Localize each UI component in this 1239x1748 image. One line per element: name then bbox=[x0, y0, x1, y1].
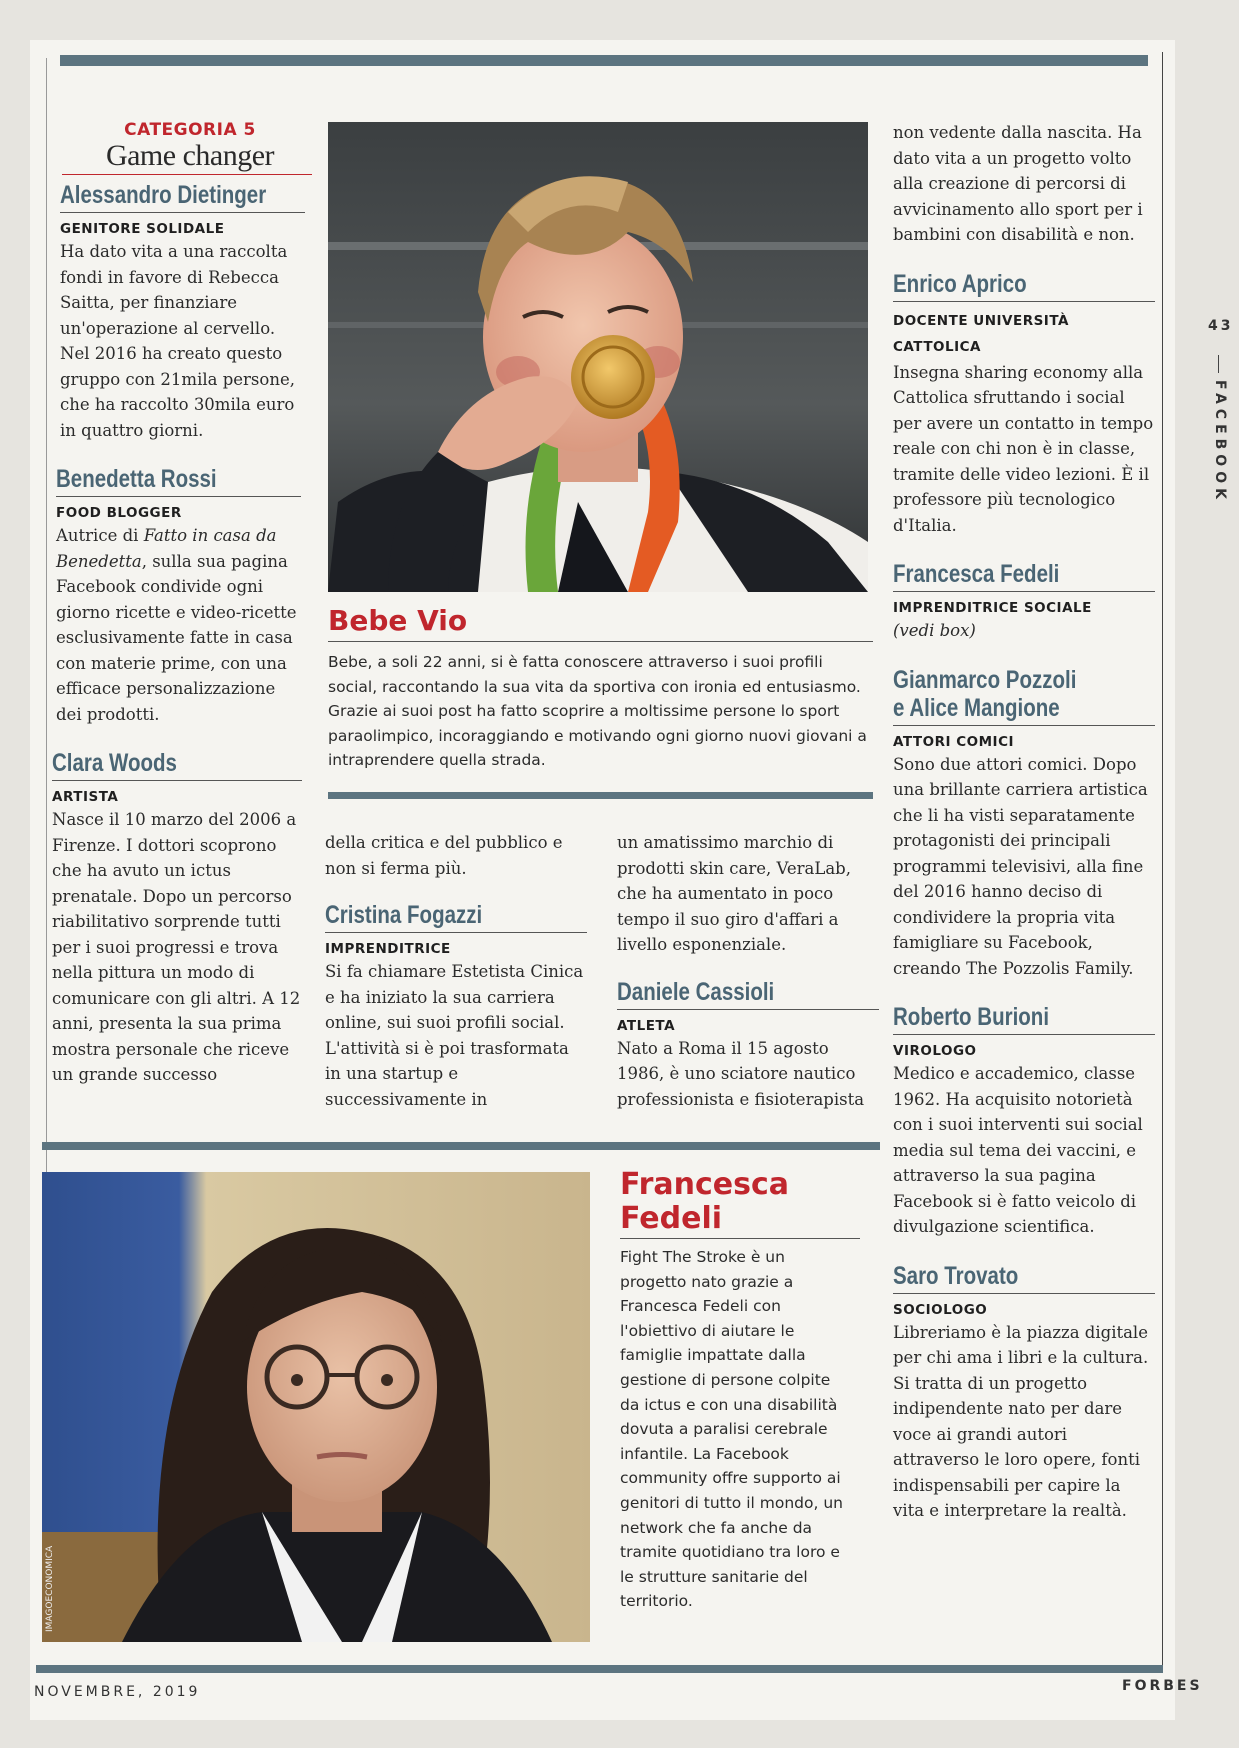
person-description: Sono due attori comici. Dopo una brillante carriera artistica che li ha visti separatamente protagonisti dei principali programmi televisivi, alla fine del 2016 hanno deciso di condividere la propria vita famigliare su Facebook, creando The Pozzolis Family. bbox=[893, 754, 1148, 978]
name-rule bbox=[52, 780, 302, 781]
entry-cristina-fogazzi bbox=[325, 901, 593, 1112]
person-name: Benedetta Rossi bbox=[56, 465, 217, 493]
bebe-vio-feature bbox=[328, 605, 873, 773]
person-role: FOOD BLOGGER bbox=[56, 505, 182, 521]
person-name: Alessandro Dietinger bbox=[60, 181, 267, 209]
francesca-fedeli-feature bbox=[620, 1168, 860, 1614]
person-description bbox=[56, 523, 301, 727]
person-description: Nato a Roma il 15 agosto 1986, è uno sciatore nautico professionista e fisioterapista bbox=[617, 1038, 865, 1109]
name-rule bbox=[893, 1034, 1155, 1035]
entry-alessandro-dietinger bbox=[60, 181, 302, 443]
footer-date: NOVEMBRE, 2019 bbox=[34, 1684, 201, 1700]
person-role: IMPRENDITRICE bbox=[325, 941, 451, 957]
person-role: GENITORE SOLIDALE bbox=[60, 221, 225, 237]
name-rule bbox=[893, 725, 1155, 726]
person-name: Enrico Aprico bbox=[893, 269, 1027, 298]
person-role: ATLETA bbox=[617, 1017, 676, 1034]
person-description: Insegna sharing economy alla Cattolica sfruttando i social per avere un contatto in tempo reale con chi non è in classe, tramite delle video lezioni. È il professore più tecnologico d'Italia. bbox=[893, 362, 1154, 535]
entry-pozzoli-mangione bbox=[893, 666, 1163, 982]
side-divider bbox=[1218, 355, 1219, 373]
description-part: Autrice di bbox=[56, 526, 144, 545]
category-header bbox=[70, 120, 310, 172]
francesca-fedeli-illustration bbox=[42, 1172, 590, 1642]
person-role: DOCENTE UNIVERSITÀ CATTOLICA bbox=[893, 312, 1069, 355]
entry-clara-woods bbox=[52, 749, 302, 1088]
mid-bar bbox=[328, 792, 873, 799]
photo-credit: IMAGOECONOMICA bbox=[45, 1545, 55, 1632]
feature-title-second-line: Fedeli bbox=[620, 1201, 723, 1236]
column-2 bbox=[325, 830, 593, 1134]
person-name: Cristina Fogazzi bbox=[325, 901, 483, 929]
person-description: Medico e accademico, classe 1962. Ha acquisito notorietà con i suoi interventi sui social media sul tema dei vaccini, e attraverso la sua pagina Facebook si è fatto veicolo di divulgazione scientifica. bbox=[893, 1064, 1143, 1236]
entry-benedetta-rossi bbox=[56, 465, 302, 727]
entry-daniele-cassioli bbox=[617, 978, 882, 1113]
person-description: Libreriamo è la piazza digitale per chi ama i libri e la cultura. Si tratta di un progetto indipendente nato per dare voce ai grandi autori attraverso le loro opere, fonti indispensabili per capire la vita e interpretare la realtà. bbox=[893, 1322, 1149, 1520]
bottom-bar bbox=[36, 1665, 1163, 1673]
person-name: Clara Woods bbox=[52, 749, 177, 777]
person-description: Ha dato vita a una raccolta fondi in favore di Rebecca Saitta, per finanziare un'operazione al cervello. Nel 2016 ha creato questo gruppo con 21mila persone, che ha raccolto 30mila euro in quattro giorni. bbox=[60, 242, 295, 440]
entry-enrico-aprico bbox=[893, 270, 1163, 539]
feature-title: Bebe Vio bbox=[328, 604, 468, 637]
see-box-note: (vedi box) bbox=[893, 621, 976, 640]
person-role: IMPRENDITRICE SOCIALE bbox=[893, 600, 1092, 616]
name-rule bbox=[56, 496, 301, 497]
column-1 bbox=[52, 120, 302, 1110]
category-name: Game changer bbox=[105, 139, 275, 172]
lower-bar bbox=[42, 1142, 880, 1150]
feature-title: Francesca bbox=[620, 1167, 789, 1202]
feature-description: Fight The Stroke è un progetto nato grazie a Francesca Fedeli con l'obiettivo di aiutare le famiglie impattate dalla gestione di persone colpite da ictus e con una disabilità dovuta a paralisi cerebrale infantile. La Facebook community offre supporto ai genitori di tutto il mondo, un network che fa anche da tramite quotidiano tra loro e le strutture sanitarie del territorio. bbox=[620, 1248, 843, 1611]
person-description: Nasce il 10 marzo del 2006 a Firenze. I dottori scoprono che ha avuto un ictus prenatale. Dopo un percorso riabilitativo sorprende tutti per i suoi progressi e trova nella pittura un modo di comunicare con gli altri. A 12 anni, presenta la sua prima mostra personale che riceve un grande successo bbox=[52, 810, 301, 1084]
section-label: FACEBOOK bbox=[1212, 380, 1228, 504]
person-name: Roberto Burioni bbox=[893, 1003, 1050, 1031]
entry-francesca-fedeli bbox=[893, 560, 1163, 644]
continued-text: non vedente dalla nascita. Ha dato vita a un progetto volto alla creazione di percorsi di avvicinamento allo sport per i bambini con disabilità e non. bbox=[893, 123, 1143, 244]
name-rule bbox=[893, 591, 1155, 592]
book-title: Fatto in casa da Benedetta bbox=[56, 526, 277, 571]
person-name: Saro Trovato bbox=[893, 1261, 1019, 1290]
person-role: SOCIOLOGO bbox=[893, 1301, 988, 1318]
person-role: VIROLOGO bbox=[893, 1043, 977, 1059]
person-name: Daniele Cassioli bbox=[617, 977, 775, 1006]
entry-roberto-burioni bbox=[893, 1003, 1163, 1240]
feature-rule bbox=[620, 1238, 860, 1239]
person-role: ARTISTA bbox=[52, 789, 119, 805]
bebe-vio-photo bbox=[328, 122, 868, 592]
top-bar bbox=[60, 55, 1148, 66]
category-rule bbox=[62, 174, 312, 175]
category-number: CATEGORIA 5 bbox=[124, 120, 256, 140]
continued-text: della critica e del pubblico e non si ferma più. bbox=[325, 833, 563, 878]
person-description: Si fa chiamare Estetista Cinica e ha iniziato la sua carriera online, sui suoi profili social. L'attività si è poi trasformata in una startup e successivamente in bbox=[325, 962, 584, 1109]
person-role: ATTORI COMICI bbox=[893, 733, 1014, 750]
footer-brand: FORBES bbox=[1122, 1678, 1203, 1694]
person-name-second-line: e Alice Mangione bbox=[893, 693, 1060, 722]
bebe-vio-illustration bbox=[328, 122, 868, 592]
person-name: Francesca Fedeli bbox=[893, 560, 1060, 588]
column-3 bbox=[617, 830, 882, 1134]
page-number: 43 bbox=[1208, 318, 1234, 334]
person-name: Gianmarco Pozzoli bbox=[893, 665, 1077, 694]
column-4 bbox=[893, 120, 1163, 1546]
name-rule bbox=[617, 1009, 879, 1010]
continued-text: un amatissimo marchio di prodotti skin care, VeraLab, che ha aumentato in poco tempo il suo giro d'affari a livello esponenziale. bbox=[617, 833, 851, 954]
name-rule bbox=[893, 1293, 1155, 1294]
name-rule bbox=[60, 212, 305, 213]
description-part: , sulla sua pagina Facebook condivide ogni giorno ricette e video-ricette esclusivamente fatte in casa con materie prime, con una efficace personalizzazione dei prodotti. bbox=[56, 551, 297, 724]
name-rule bbox=[325, 932, 587, 933]
feature-description: Bebe, a soli 22 anni, si è fatta conoscere attraverso i suoi profili social, raccontando la sua vita da sportiva con ironia ed entusiasmo. Grazie ai suoi post ha fatto scoprire a moltissime persone lo sport paraolimpico, incoraggiando e motivando ogni giorno nuovi giovani a intraprendere quella strada. bbox=[328, 653, 867, 769]
feature-rule bbox=[328, 641, 873, 642]
francesca-fedeli-photo bbox=[42, 1172, 590, 1642]
entry-saro-trovato bbox=[893, 1262, 1163, 1524]
name-rule bbox=[893, 301, 1155, 302]
